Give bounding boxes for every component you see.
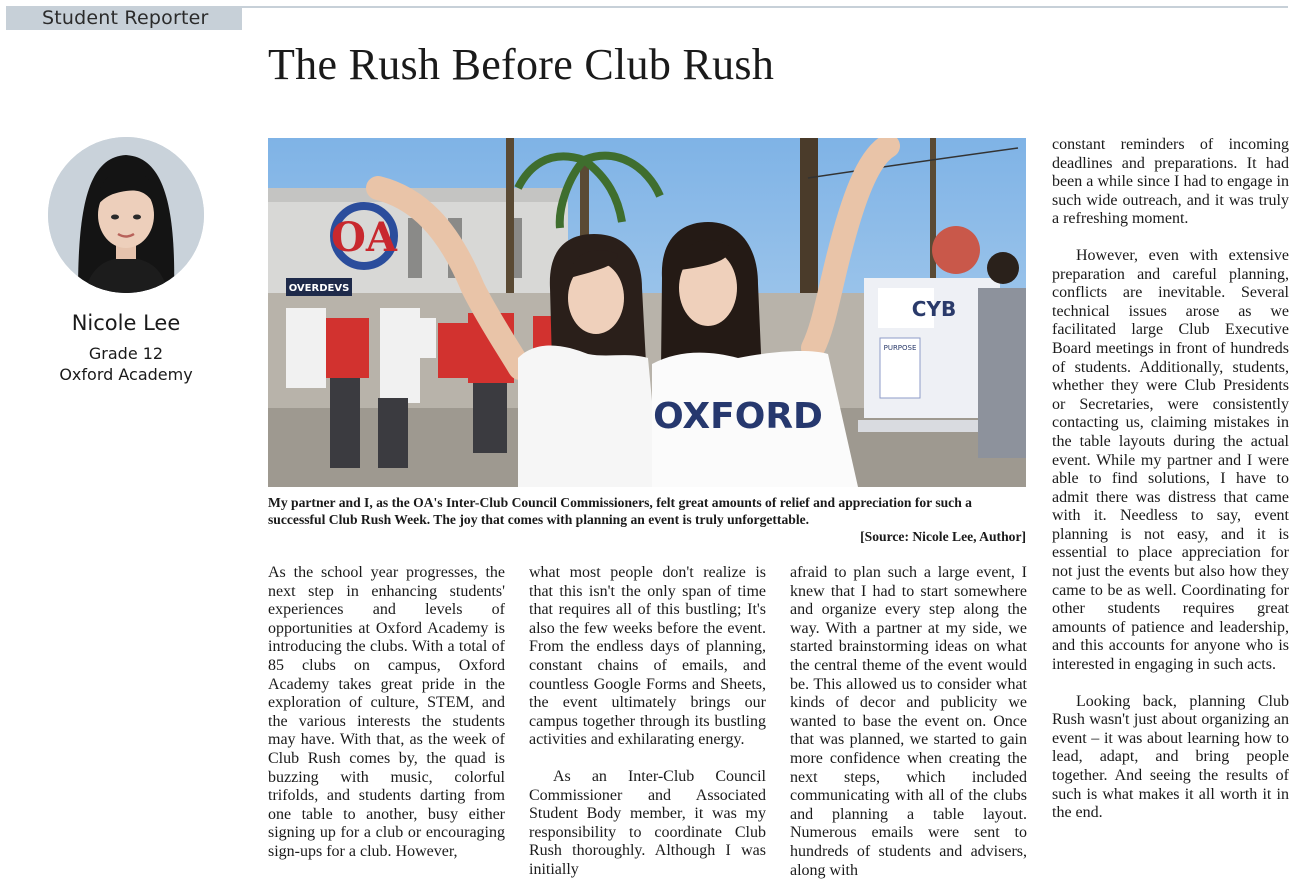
club-banner bbox=[286, 278, 352, 296]
paragraph: what most people don't realize is that this isn't the only span of time that requires all of this bustling; It's also the few weeks before the event. From the endless days of planning, constant chains of emails, and countless Google Forms and Sheets, the event ultimately brings our campus together through its bustling activities and exhilarating energy. bbox=[529, 564, 766, 749]
paragraph: As an Inter-Club Council Commissioner and Associated Student Body member, it was my responsibility to coordinate Club Rush thoroughly. Although I was initially bbox=[529, 767, 766, 878]
paragraph: However, even with extensive preparation and careful planning, conflicts are inevitable. Several technical issues arose as we facilitated large Club Executive Board meetings in front of hundreds of students. Additionally, students, whether they were Club Presidents or Secretaries, were consistently contacting us, claiming mistakes in the table layouts during the actual event. While my partner and I were able to find solutions, I have to admit there was distress that came with it. Needless to say, event planning is not easy, and it is essential to place appreciation for not just the events but also how they came to be as well. Coordinating for other students requires great amounts of patience and leadership, and this accounts for anyone who is interested in engaging in such acts. bbox=[1052, 246, 1289, 674]
caption-text: My partner and I, as the OA's Inter-Club Council Commissioners, felt great amounts of relief and appreciation for such a successful Club Rush Week. The joy that comes with planning an event is truly unforgettable. bbox=[268, 495, 972, 527]
paragraph: Looking back, planning Club Rush wasn't just about organizing an event – it was about learning how to lead, adapt, and bring people together. And seeing the results of such is what makes it all worth it in the end. bbox=[1052, 692, 1289, 822]
article-column-4 bbox=[1052, 136, 1289, 823]
svg-text:PURPOSE: PURPOSE bbox=[883, 344, 917, 352]
svg-text:CYB: CYB bbox=[911, 297, 957, 321]
article-column-2 bbox=[529, 564, 766, 880]
svg-text:OVERDEVS: OVERDEVS bbox=[288, 283, 350, 294]
paragraph: afraid to plan such a large event, I knew that I had to start somewhere and organize every step along the way. With a partner at my side, we started brainstorming ideas on what the central theme of the event would be. This allowed us to consider what kinds of decor and publicity we wanted to base the event on. Once that was planned, we started to gain more confidence when creating the next steps, which included communicating with all of the clubs and planning a table layout. Numerous emails were sent to hundreds of students and advisers, along with bbox=[790, 564, 1027, 879]
svg-text:OXFORD: OXFORD bbox=[653, 396, 823, 437]
svg-text:OA: OA bbox=[331, 214, 397, 261]
paragraph: constant reminders of incoming deadlines and preparations. It had been a while since I had to engage in such wide outreach, and it was truly a refreshing moment. bbox=[1052, 136, 1289, 228]
author-avatar bbox=[48, 137, 204, 293]
header-rule bbox=[242, 6, 1288, 8]
shirt-print bbox=[653, 396, 823, 437]
article-column-3 bbox=[790, 564, 1027, 880]
photo-caption bbox=[268, 494, 1026, 545]
section-label: Student Reporter bbox=[6, 6, 242, 30]
article-column-1 bbox=[268, 564, 505, 862]
feature-photo bbox=[268, 138, 1026, 487]
author-school: Oxford Academy bbox=[59, 365, 193, 384]
school-logo bbox=[331, 206, 398, 266]
headline: The Rush Before Club Rush bbox=[268, 40, 775, 89]
paragraph: As the school year progresses, the next step in enhancing students' experiences and levels of opportunities at Oxford Academy is introducing the clubs. With a total of 85 clubs on campus, Oxford Academy takes great pride in the exploration of culture, STEM, and the various interests the students may have. With that, as the week of Club Rush comes by, the quad is buzzing with music, colorful trifolds, and students darting from one table to another, busy either signing up for a club or encouraging sign-ups for a club. However, bbox=[268, 564, 505, 860]
caption-source: [Source: Nicole Lee, Author] bbox=[860, 529, 1026, 544]
author-grade: Grade 12 bbox=[88, 344, 164, 363]
author-name: Nicole Lee bbox=[71, 311, 181, 335]
